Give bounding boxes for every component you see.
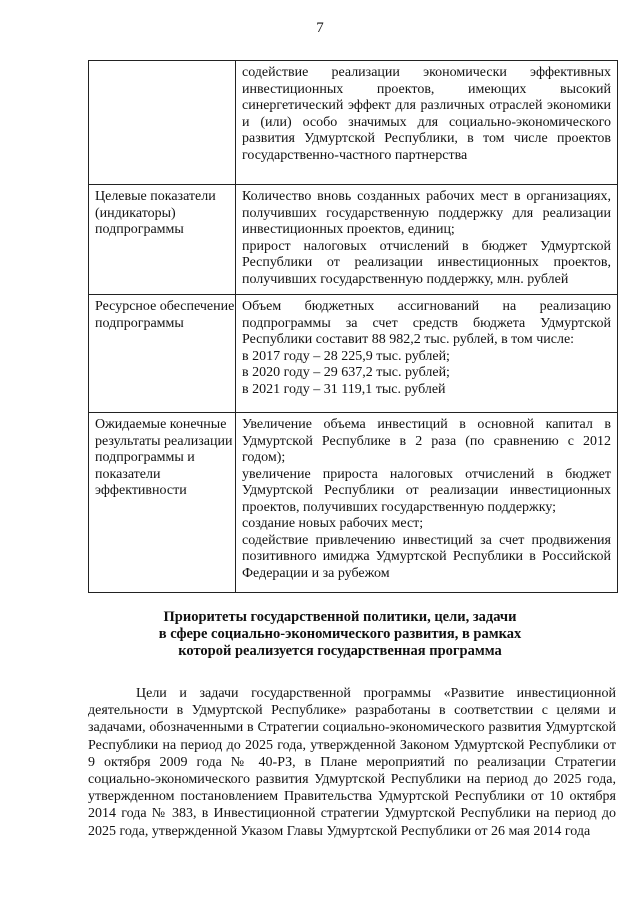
passport-table: [88, 60, 618, 593]
section-title-line: Приоритеты государственной политики, цели, задачи: [163, 609, 517, 625]
section-title-line: которой реализуется государственная программа: [178, 643, 502, 659]
row-value: [236, 61, 618, 185]
page-number: 7: [316, 20, 324, 36]
value-line: в 2020 году – 29 637,2 тыс. рублей;: [242, 365, 450, 380]
value-paragraph: создание новых рабочих мест;: [242, 516, 424, 531]
body-paragraph: Цели и задачи государственной программы «Развитие инвестиционной деятельности в Удмуртской Республике» разработаны в соответствии с целями и задачами, обозначенными в Стратегии социально-экономического развития Удмуртской Республики на период до 2025 года, утвержденной Законом Удмуртской Республики от 9 октября 2009 года № 40-РЗ, в Плане мероприятий по реализации Стратегии социально-экономического развития Удмуртской Республики на период до 2025 года, утвержденном постановлением Правительства Удмуртской Республики от 10 октября 2014 года № 383, в Инвестиционной стратегии Удмуртской Республики на период до 2025 года, утвержденной Указом Главы Удмуртской Республики от 26 мая 2014 года: [88, 686, 616, 839]
value-line: в 2017 году – 28 225,9 тыс. рублей;: [242, 348, 450, 364]
table-row: [89, 61, 618, 185]
value-paragraph: Увеличение объема инвестиций в основной капитал в Удмуртской Республике в 2 раза (по сравнению с 2012 годом);: [242, 417, 611, 465]
value-paragraph: содействие привлечению инвестиций за счет продвижения позитивного имиджа Удмуртской Республики в Российской Федерации и за рубежом: [242, 532, 611, 581]
value-paragraph: Объем бюджетных ассигнований на реализацию подпрограммы за счет средств бюджета Удмуртской Республики составит 88 982,2 тыс. рублей, в том числе:: [242, 299, 611, 347]
value-paragraph: Количество вновь созданных рабочих мест в организациях, получивших государственную поддержку для реализации инвестиционных проектов, единиц;: [242, 189, 611, 237]
value-paragraph: прирост налоговых отчислений в бюджет Удмуртской Республики от реализации инвестиционных проектов, получивших государственную поддержку, млн. рублей: [242, 238, 611, 287]
table-row: [89, 185, 618, 295]
row-label: Целевые показатели (индикаторы) подпрограммы: [89, 185, 236, 295]
section-title: [110, 609, 570, 660]
value-paragraph: содействие реализации экономически эффективных инвестиционных проектов, имеющих высокий синергетический эффект для различных отраслей экономики и (или) особо значимых для социально-экономического развития Удмуртской Республики, в том числе проектов государственно-частного партнерства: [242, 65, 611, 163]
row-value: [236, 413, 618, 593]
row-label: Ресурсное обеспечение подпрограммы: [89, 295, 236, 413]
row-value: [236, 295, 618, 413]
section-title-line: в сфере социально-экономического развития, в рамках: [158, 626, 522, 642]
table-row: [89, 413, 618, 593]
value-paragraph: увеличение прироста налоговых отчислений в бюджет Удмуртской Республики от реализации инвестиционных проектов, получивших государственную поддержку;: [242, 466, 611, 515]
row-label: [89, 61, 236, 185]
row-value: [236, 185, 618, 295]
row-label: Ожидаемые конечные результаты реализации подпрограммы и показатели эффективности: [89, 413, 236, 593]
value-line: в 2021 году – 31 119,1 тыс. рублей: [242, 381, 446, 397]
table-row: [89, 295, 618, 413]
